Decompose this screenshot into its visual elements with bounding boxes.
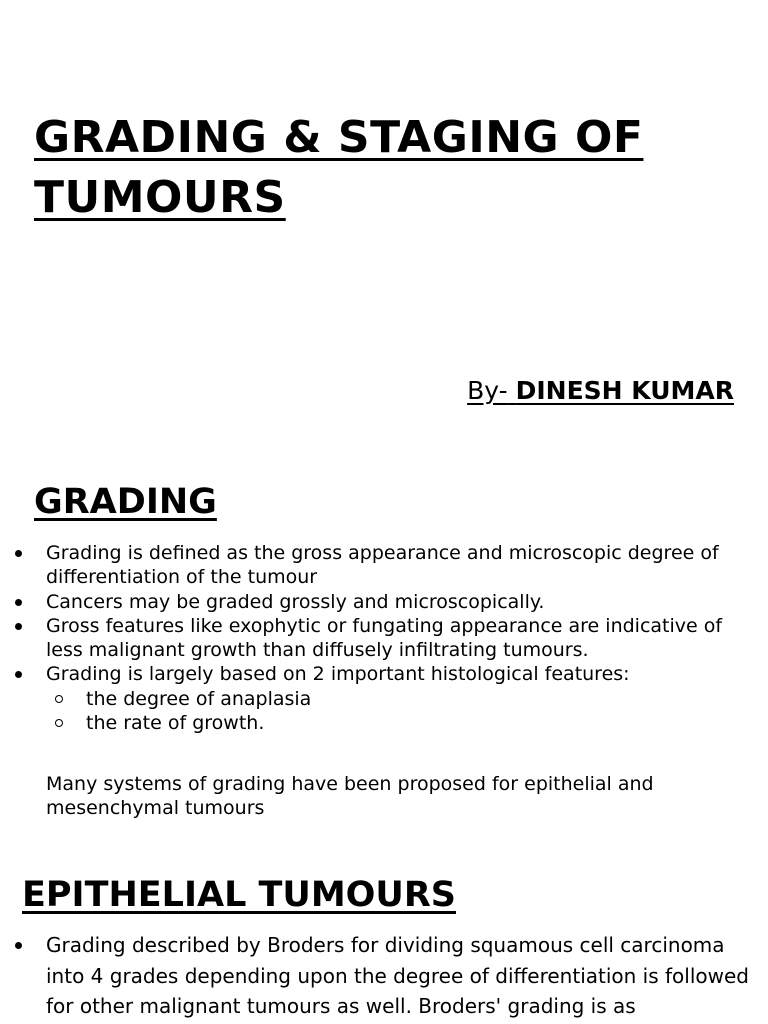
section-heading-epithelial-tumours: EPITHELIAL TUMOURS bbox=[22, 875, 457, 915]
sub-list-item: the degree of anaplasia bbox=[46, 687, 740, 711]
document-title bbox=[34, 108, 734, 228]
list-item: Cancers may be graded grossly and microscopically. bbox=[0, 590, 740, 614]
grading-paragraph: Many systems of grading have been proposed for epithelial and mesenchymal tumours bbox=[46, 773, 654, 820]
section-heading-grading: GRADING bbox=[34, 482, 217, 522]
author-name: DINESH KUMAR bbox=[515, 376, 734, 405]
sub-list-item: the rate of growth. bbox=[46, 711, 740, 735]
document-title-line-1: GRADING & STAGING OF bbox=[34, 112, 644, 163]
list-item-text: Grading is largely based on 2 important histological features: bbox=[46, 663, 630, 686]
byline-prefix: By- bbox=[467, 376, 508, 405]
document-title-line-2: TUMOURS bbox=[34, 172, 286, 223]
list-item: Gross features like exophytic or fungating appearance are indicative of less malignant growth than diffusely infiltrating tumours. bbox=[0, 614, 740, 663]
grading-bullet-list bbox=[0, 541, 740, 735]
list-item-with-sublist bbox=[0, 662, 740, 735]
list-item: Grading is defined as the gross appearance and microscopic degree of differentiation of the tumour bbox=[0, 541, 740, 590]
list-item: Grading described by Broders for dividing squamous cell carcinoma into 4 grades depending upon the degree of differentiation is followed for other malignant tumours as well. Broders' grading is as bbox=[0, 930, 760, 1022]
byline bbox=[467, 373, 734, 409]
epithelial-bullet-list bbox=[0, 930, 760, 1022]
sub-bullet-list bbox=[46, 687, 740, 736]
